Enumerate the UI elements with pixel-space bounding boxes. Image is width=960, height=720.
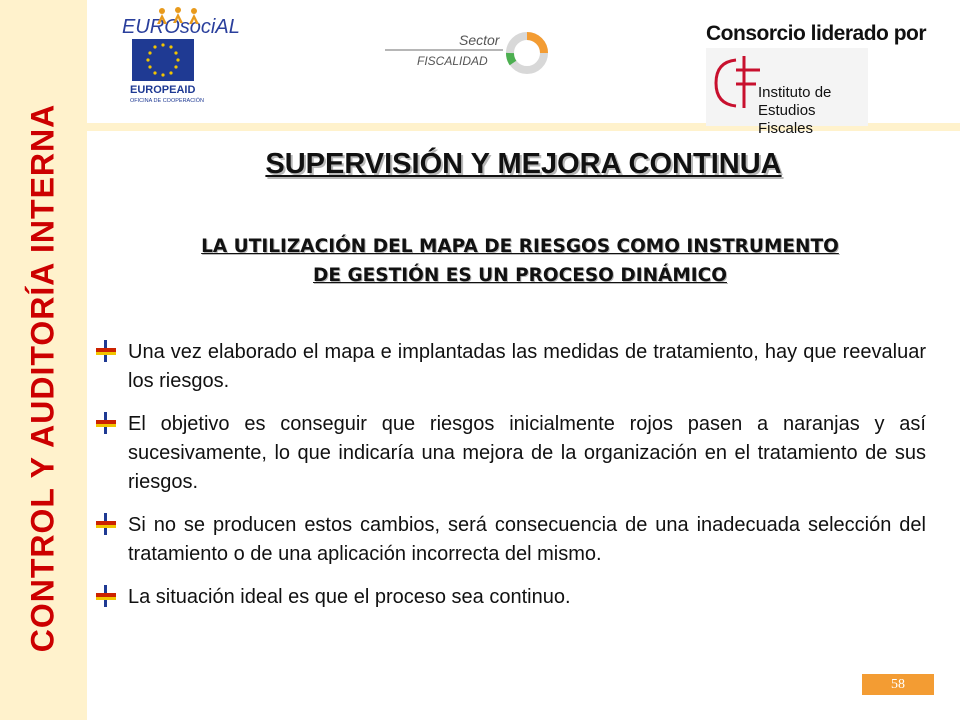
bullet-icon [96, 585, 116, 607]
bullet-icon [96, 513, 116, 535]
bullet-icon [96, 340, 116, 362]
eurosocial-logo [118, 5, 240, 105]
bullet-text: La situación ideal es que el proceso sea continuo. [128, 586, 571, 608]
subtitle [92, 232, 948, 290]
page-title: SUPERVISIÓN Y MEJORA CONTINUA [265, 148, 782, 180]
page-number: 58 [862, 674, 934, 695]
europeaid-subtext: OFICINA DE COOPERACIÓN [130, 98, 204, 104]
bullet-item [96, 583, 926, 612]
bullet-item [96, 511, 926, 569]
consorcio-label: Consorcio liderado por [706, 22, 927, 45]
eurosocial-logo-text: EUROsociAL [122, 16, 240, 38]
bullet-item [96, 338, 926, 396]
bullet-icon [96, 412, 116, 434]
bullet-text: Una vez elaborado el mapa e implantadas las medidas de tratamiento, hay que reevaluar los riesgos. [128, 341, 926, 392]
side-title: CONTROL Y AUDITORÍA INTERNA [24, 103, 61, 653]
bullet-list [96, 338, 926, 626]
ief-logo [706, 48, 868, 137]
subtitle-line2: DE GESTIÓN ES UN PROCESO DINÁMICO [313, 265, 727, 286]
fiscalidad-text: FISCALIDAD [417, 54, 488, 68]
europeaid-text: EUROPEAID [130, 84, 196, 96]
ief-text-line2: Estudios Fiscales [758, 102, 816, 137]
bullet-text: El objetivo es conseguir que riesgos inicialmente rojos pasen a naranjas y así sucesivamente, lo que indicaría una mejora de la organización en el tratamiento de sus riesgos. [128, 413, 926, 493]
subtitle-line1: LA UTILIZACIÓN DEL MAPA DE RIESGOS COMO INSTRUMENTO [201, 236, 839, 257]
sector-text: Sector [459, 32, 500, 48]
bullet-text: Si no se producen estos cambios, será consecuencia de una inadecuada selección del tratamiento o de una aplicación incorrecta del mismo. [128, 514, 926, 565]
ief-text-line1: Instituto de [758, 84, 832, 101]
ief-text [758, 84, 868, 138]
sector-fiscalidad-logo [385, 25, 555, 85]
bullet-item [96, 410, 926, 497]
